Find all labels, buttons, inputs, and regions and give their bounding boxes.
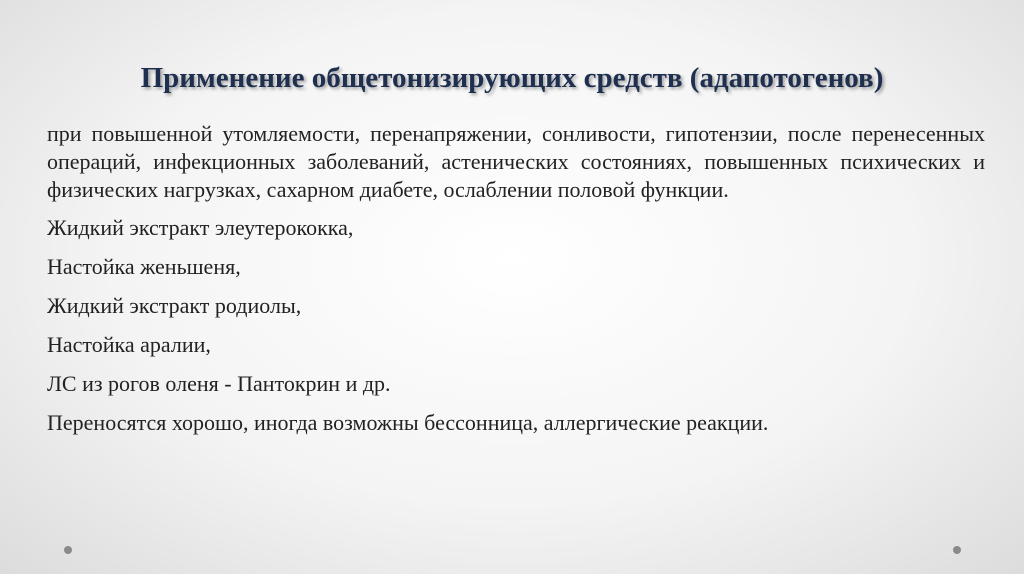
slide-body xyxy=(47,120,985,447)
slide-title: Применение общетонизирующих средств (адапотогенов) xyxy=(140,62,884,94)
corner-dot-icon xyxy=(953,546,961,554)
indications-paragraph: при повышенной утомляемости, перенапряжении, сонливости, гипотензии, после перенесенных операций, инфекционных заболеваний, астенических состояниях, повышенных психических и физических нагрузках, сахарном диабете, ослаблении половой функции. xyxy=(47,121,985,202)
list-item: Настойка аралии, xyxy=(47,332,211,357)
list-item: Настойка женьшеня, xyxy=(47,254,241,279)
corner-dot-icon xyxy=(64,546,72,554)
list-item: ЛС из рогов оленя - Пантокрин и др. xyxy=(47,371,391,396)
list-item: Жидкий экстракт родиолы, xyxy=(47,293,302,318)
tolerance-paragraph: Переносятся хорошо, иногда возможны бессонница, аллергические реакции. xyxy=(47,410,769,435)
list-item: Жидкий экстракт элеутерококка, xyxy=(47,215,354,240)
